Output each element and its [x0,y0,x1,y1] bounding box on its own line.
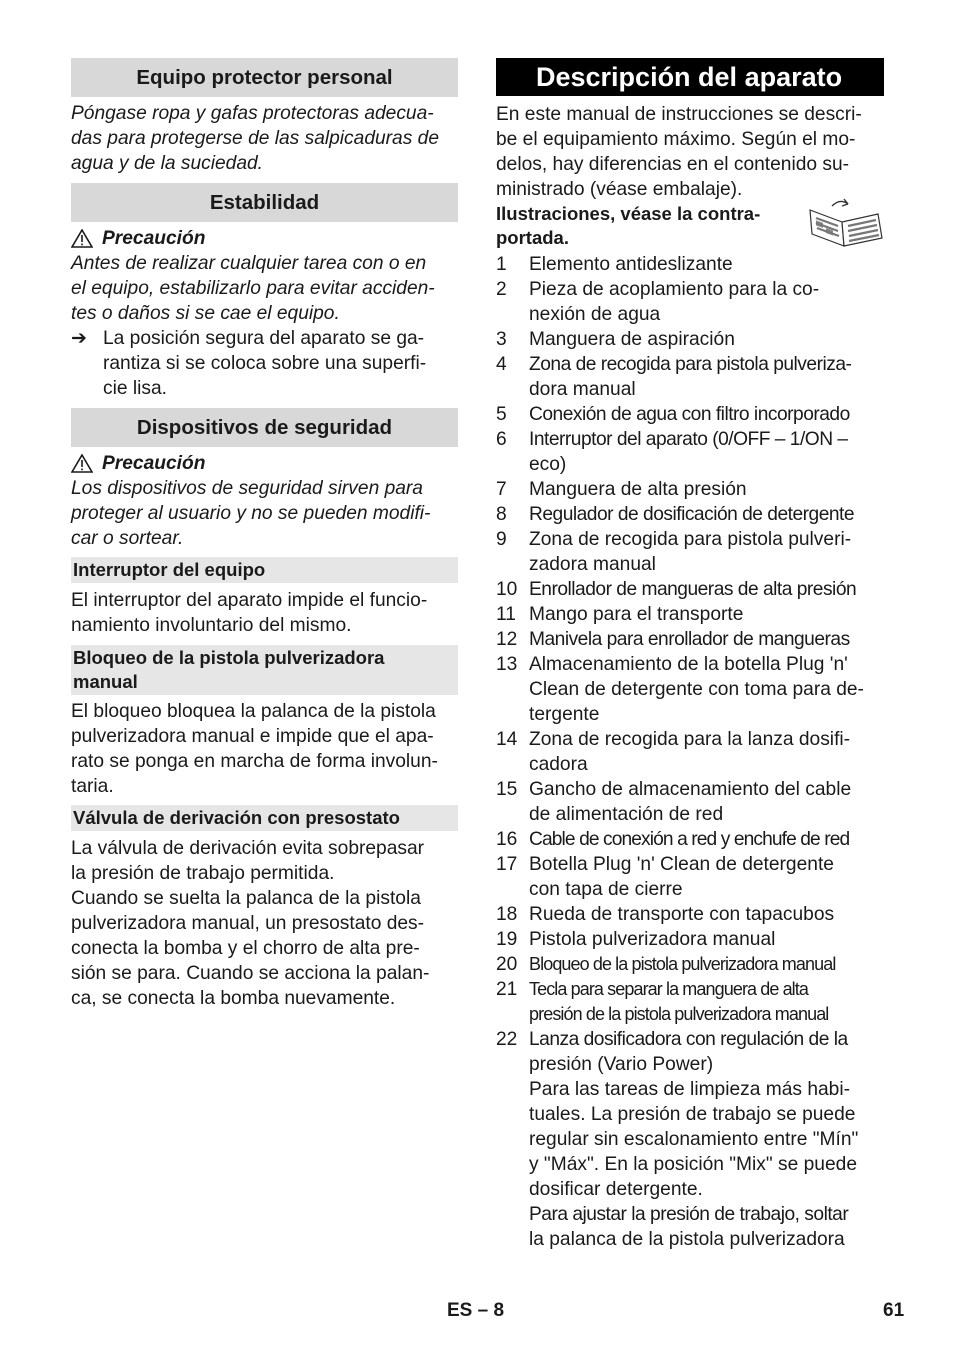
text-line: Zona de recogida para pistola pulveri- [529,529,852,550]
item-number: 4 [496,354,507,375]
text-line: pulverizadora manual e impide que el apa- [71,726,434,747]
item-number: 19 [496,929,518,950]
caution-text: Precaución [102,453,206,474]
list-item [496,477,884,502]
page-number: 61 [883,1300,905,1321]
list-item [496,652,884,727]
text-line: y "Máx". En la posición "Mix" se puede [529,1154,857,1175]
device-description-heading: Descripción del aparato [496,58,884,96]
text-line: dosificar detergente. [529,1179,703,1200]
text-line: tergente [529,704,600,725]
text-line: la presión de trabajo permitida. [71,863,335,884]
arrow-right-icon: ➔ [71,328,88,349]
text-line: namiento involuntario del mismo. [71,615,352,636]
switch-text [71,588,458,638]
text-line: sión se para. Cuando se acciona la palan- [71,963,430,984]
text-line: Regulador de dosificación de detergente [529,504,855,525]
text-line: rantiza si se coloca sobre una superfi- [103,353,427,374]
item-number: 14 [496,729,518,750]
text-line: Mango para el transporte [529,604,744,625]
text-line: nexión de agua [529,304,661,325]
list-item [496,402,884,427]
text-line: Pistola pulverizadora manual [529,929,776,950]
text-line: delos, hay diferencias en el contenido su- [496,154,850,175]
text-line: Elemento antideslizante [529,254,733,275]
text-line: el equipo, estabilizarlo para evitar acciden- [71,278,435,299]
list-item [496,327,884,352]
text-line: Bloqueo de la pistola pulverizadora [73,647,385,668]
text-line: pulverizadora manual, un presostato des- [71,913,425,934]
text-line: zadora manual [529,554,656,575]
text-line: cadora [529,754,588,775]
caution-text: Precaución [102,228,206,249]
item-number: 1 [496,254,507,275]
item-number: 17 [496,854,518,875]
open-book-icon [804,196,884,248]
safety-text [71,476,458,551]
text-line: das para protegerse de las salpicaduras de [71,128,439,149]
text-line: presión de la pistola pulverizadora manual [529,1004,829,1024]
stability-heading: Estabilidad [71,183,458,222]
text-line: El interruptor del aparato impide el funcio- [71,590,428,611]
ppe-text [71,101,458,176]
text-line: la palanca de la pistola pulverizadora [529,1229,845,1250]
lock-text [71,699,458,799]
text-line: Interruptor del aparato (0/OFF – 1/ON – [529,429,848,450]
section-page-label: ES – 8 [447,1300,505,1321]
switch-subheading: Interruptor del equipo [71,557,458,583]
list-item [496,827,884,852]
list-item [496,252,884,277]
text-line: tes o daños si se cae el equipo. [71,303,340,324]
text-line: Los dispositivos de seguridad sirven para [71,478,423,499]
text-line: portada. [496,227,569,248]
warning-triangle-icon [71,229,93,248]
text-line: agua y de la suciedad. [71,153,264,174]
text-line: Manguera de aspiración [529,329,735,350]
text-line: eco) [529,454,567,475]
stability-bullet [71,326,458,401]
list-item [496,627,884,652]
left-column [71,58,458,1011]
text-line: En este manual de instrucciones se descri- [496,104,862,125]
list-item [496,527,884,577]
ppe-heading: Equipo protector personal [71,58,458,97]
parts-legend [496,252,884,1252]
text-line: car o sortear. [71,528,184,549]
text-line: conecta la bomba y el chorro de alta pre- [71,938,420,959]
text-line: Antes de realizar cualquier tarea con o en [71,253,427,274]
list-item [496,727,884,777]
text-line: Cable de conexión a red y enchufe de red [529,829,850,850]
item-number: 5 [496,404,507,425]
valve-text [71,836,458,1011]
text-line: Enrollador de mangueras de alta presión [529,579,857,600]
text-line: Clean de detergente con toma para de- [529,679,864,700]
item-number: 15 [496,779,518,800]
text-line: proteger al usuario y no se pueden modifi- [71,503,431,524]
item-number: 11 [496,604,516,625]
list-item [496,852,884,902]
item-number: 13 [496,654,518,675]
text-line: Zona de recogida para pistola pulveriza- [529,354,852,375]
text-line: taria. [71,776,114,797]
lock-subheading [71,645,458,695]
item-number: 21 [496,979,518,1000]
item-number: 2 [496,279,507,300]
item-number: 9 [496,529,507,550]
caution-label [71,451,458,476]
list-item [496,502,884,527]
text-line: Manguera de alta presión [529,479,747,500]
text-line: Bloqueo de la pistola pulverizadora manual [529,954,836,974]
text-line: ministrado (véase embalaje). [496,179,743,200]
text-line: Tecla para separar la manguera de alta [529,979,808,999]
illustrations-note [496,202,884,250]
item-number: 3 [496,329,507,350]
text-line: rato se ponga en marcha de forma involun- [71,751,438,772]
safety-heading: Dispositivos de seguridad [71,408,458,447]
item-number: 8 [496,504,507,525]
text-line: Almacenamiento de la botella Plug 'n' [529,654,848,675]
list-item [496,602,884,627]
text-line: Póngase ropa y gafas protectoras adecua- [71,103,434,124]
item-number: 20 [496,954,518,975]
list-item [496,1027,884,1252]
stability-text [71,251,458,326]
right-column [496,58,884,1252]
text-line: presión (Vario Power) [529,1054,714,1075]
list-item [496,577,884,602]
caution-label [71,226,458,251]
item-number: 7 [496,479,507,500]
text-line: Ilustraciones, véase la contra- [496,203,761,224]
list-item [496,902,884,927]
text-line: be el equipamiento máximo. Según el mo- [496,129,856,150]
text-line: de alimentación de red [529,804,724,825]
intro-text [496,102,884,202]
text-line: Manivela para enrollador de mangueras [529,629,850,650]
item-number: 10 [496,579,518,600]
text-line: Lanza dosificadora con regulación de la [529,1029,848,1050]
list-item [496,777,884,827]
text-line: La posición segura del aparato se ga- [103,328,425,349]
warning-triangle-icon [71,454,93,473]
item-number: 22 [496,1029,518,1050]
text-line: ca, se conecta la bomba nuevamente. [71,988,396,1009]
text-line: Zona de recogida para la lanza dosifi- [529,729,851,750]
item-number: 16 [496,829,518,850]
text-line: regular sin escalonamiento entre "Mín" [529,1129,859,1150]
text-line: El bloqueo bloquea la palanca de la pistola [71,701,436,722]
text-line: Cuando se suelta la palanca de la pistola [71,888,421,909]
list-item [496,352,884,402]
text-line: La válvula de derivación evita sobrepasar [71,838,425,859]
text-line: cie lisa. [103,378,167,399]
list-item [496,277,884,327]
item-number: 12 [496,629,518,650]
list-item [496,427,884,477]
text-line: Rueda de transporte con tapacubos [529,904,835,925]
text-line: tuales. La presión de trabajo se puede [529,1104,856,1125]
item-number: 18 [496,904,518,925]
valve-subheading: Válvula de derivación con presostato [71,805,458,831]
text-line: dora manual [529,379,636,400]
text-line: con tapa de cierre [529,879,683,900]
text-line: Para ajustar la presión de trabajo, soltar [529,1204,849,1225]
item-number: 6 [496,429,507,450]
text-line: Pieza de acoplamiento para la co- [529,279,820,300]
list-item [496,927,884,952]
list-item [496,952,884,977]
list-item [496,977,884,1027]
text-line: Gancho de almacenamiento del cable [529,779,852,800]
text-line: Para las tareas de limpieza más habi- [529,1079,851,1100]
text-line: Botella Plug 'n' Clean de detergente [529,854,834,875]
text-line: Conexión de agua con filtro incorporado [529,404,850,425]
text-line: manual [73,671,138,692]
